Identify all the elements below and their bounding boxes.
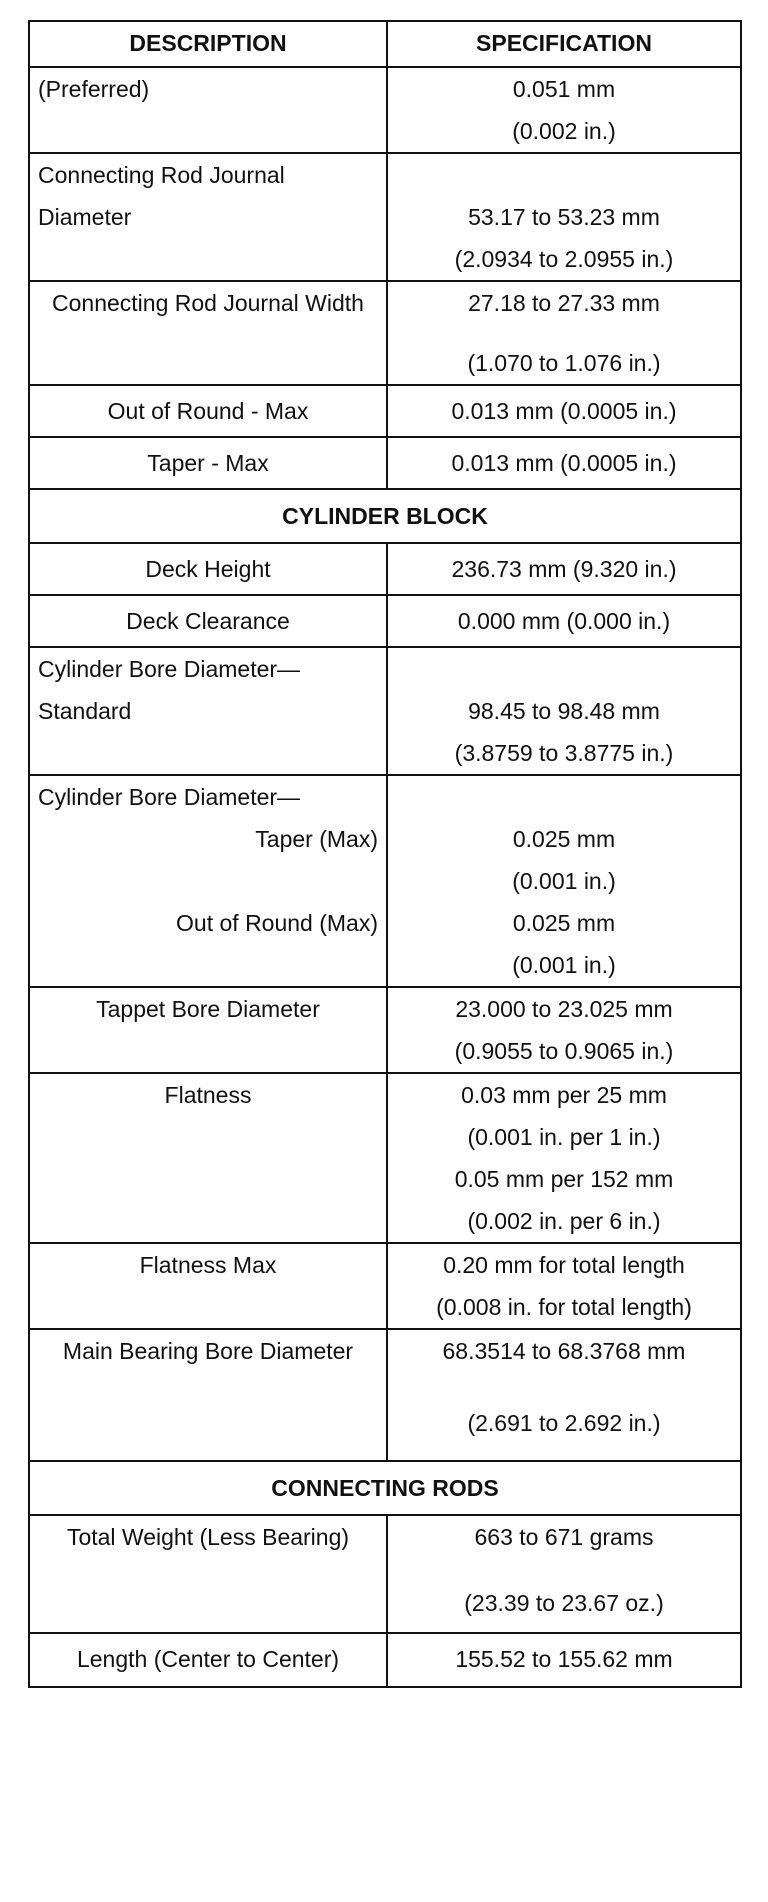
- spec-line: 98.45 to 98.48 mm: [468, 698, 660, 724]
- desc-line: Diameter: [38, 204, 132, 230]
- table-row: [29, 281, 741, 385]
- row-description: [29, 281, 387, 385]
- row-description: [29, 153, 387, 281]
- desc-line: Connecting Rod Journal: [38, 162, 285, 188]
- desc-text: Connecting Rod Journal Width: [52, 290, 364, 316]
- table-row: [29, 543, 741, 595]
- spec-text: 0.013 mm (0.0005 in.): [451, 398, 677, 424]
- header-description: DESCRIPTION: [29, 21, 387, 67]
- row-specification: [387, 775, 741, 987]
- desc-text: Deck Clearance: [126, 608, 290, 634]
- spec-line: (1.070 to 1.076 in.): [467, 350, 661, 376]
- desc-text: Tappet Bore Diameter: [96, 996, 320, 1022]
- spec-line: 0.025 mm: [512, 826, 616, 852]
- spec-line: 23.000 to 23.025 mm: [455, 996, 673, 1022]
- desc-line: Out of Round (Max): [176, 910, 378, 936]
- spec-text: 155.52 to 155.62 mm: [455, 1646, 673, 1672]
- table-header-row: [29, 21, 741, 67]
- preferred-desc: (Preferred): [38, 76, 150, 102]
- desc-text: Flatness: [164, 1082, 252, 1108]
- spec-line: (0.002 in. per 6 in.): [467, 1208, 661, 1234]
- spec-line: (0.9055 to 0.9065 in.): [454, 1038, 674, 1064]
- spec-line: (0.001 in. per 1 in.): [467, 1124, 661, 1150]
- table-row: [29, 1633, 741, 1687]
- spec-line: (0.001 in.): [512, 868, 616, 894]
- section-heading-row: [29, 489, 741, 543]
- header-specification: SPECIFICATION: [387, 21, 741, 67]
- row-specification: [387, 153, 741, 281]
- row-description: [29, 1329, 387, 1461]
- row-specification: [387, 1515, 741, 1633]
- desc-text: Flatness Max: [139, 1252, 277, 1278]
- row-specification: [387, 67, 741, 153]
- row-specification: [387, 1243, 741, 1329]
- table-row: [29, 1329, 741, 1461]
- spec-line: 0.20 mm for total length: [443, 1252, 685, 1278]
- table-row: [29, 67, 741, 153]
- row-specification: [387, 437, 741, 489]
- row-description: [29, 1073, 387, 1243]
- table-row: [29, 153, 741, 281]
- spec-line: (0.002 in.): [512, 118, 616, 144]
- spec-line: 27.18 to 27.33 mm: [468, 290, 660, 316]
- row-specification: [387, 1633, 741, 1687]
- row-description: [29, 437, 387, 489]
- spec-text: 0.000 mm (0.000 in.): [457, 608, 671, 634]
- row-specification: [387, 385, 741, 437]
- desc-text: Length (Center to Center): [76, 1646, 340, 1672]
- row-description: [29, 595, 387, 647]
- section-heading-row: [29, 1461, 741, 1515]
- desc-line: Cylinder Bore Diameter—: [38, 784, 301, 810]
- row-description: [29, 67, 387, 153]
- row-description: [29, 1243, 387, 1329]
- table-row: [29, 1515, 741, 1633]
- spec-line: (0.001 in.): [512, 952, 616, 978]
- row-specification: [387, 543, 741, 595]
- table-row: [29, 385, 741, 437]
- table-row: [29, 1073, 741, 1243]
- desc-text: Out of Round - Max: [107, 398, 309, 424]
- spec-line: 0.05 mm per 152 mm: [454, 1166, 674, 1192]
- desc-text: Taper - Max: [147, 450, 269, 476]
- row-specification: [387, 987, 741, 1073]
- row-description: [29, 543, 387, 595]
- spec-line: (2.691 to 2.692 in.): [467, 1410, 661, 1436]
- row-description: [29, 647, 387, 775]
- section-cylinder-block: CYLINDER BLOCK: [29, 489, 741, 543]
- desc-text: Total Weight (Less Bearing): [66, 1524, 350, 1550]
- spec-line: 0.025 mm: [512, 910, 616, 936]
- table-row: [29, 987, 741, 1073]
- table-row: [29, 1243, 741, 1329]
- spec-text: 0.013 mm (0.0005 in.): [451, 450, 677, 476]
- section-connecting-rods: CONNECTING RODS: [29, 1461, 741, 1515]
- spec-line: (3.8759 to 3.8775 in.): [454, 740, 674, 766]
- desc-text: Deck Height: [145, 556, 271, 582]
- row-description: [29, 775, 387, 987]
- spec-line: (0.008 in. for total length): [436, 1294, 692, 1320]
- spec-line: (23.39 to 23.67 oz.): [464, 1590, 664, 1616]
- desc-line: Standard: [38, 698, 132, 724]
- spec-line: 0.051 mm: [512, 76, 616, 102]
- desc-text: Main Bearing Bore Diameter: [62, 1338, 354, 1364]
- row-specification: [387, 281, 741, 385]
- desc-line: Cylinder Bore Diameter—: [38, 656, 301, 682]
- spec-line: 68.3514 to 68.3768 mm: [442, 1338, 686, 1364]
- row-description: [29, 1515, 387, 1633]
- specification-table: [28, 20, 742, 1688]
- spec-line: 663 to 671 grams: [474, 1524, 654, 1550]
- spec-text: 236.73 mm (9.320 in.): [451, 556, 677, 582]
- spec-line: 53.17 to 53.23 mm: [468, 204, 660, 230]
- spec-line: (2.0934 to 2.0955 in.): [454, 246, 674, 272]
- table-row: [29, 647, 741, 775]
- table-row: [29, 437, 741, 489]
- table-row: [29, 775, 741, 987]
- row-description: [29, 385, 387, 437]
- row-specification: [387, 1073, 741, 1243]
- table-row: [29, 595, 741, 647]
- spec-line: 0.03 mm per 25 mm: [461, 1082, 667, 1108]
- row-description: [29, 987, 387, 1073]
- row-specification: [387, 647, 741, 775]
- row-specification: [387, 1329, 741, 1461]
- row-description: [29, 1633, 387, 1687]
- desc-line: Taper (Max): [255, 826, 378, 852]
- row-specification: [387, 595, 741, 647]
